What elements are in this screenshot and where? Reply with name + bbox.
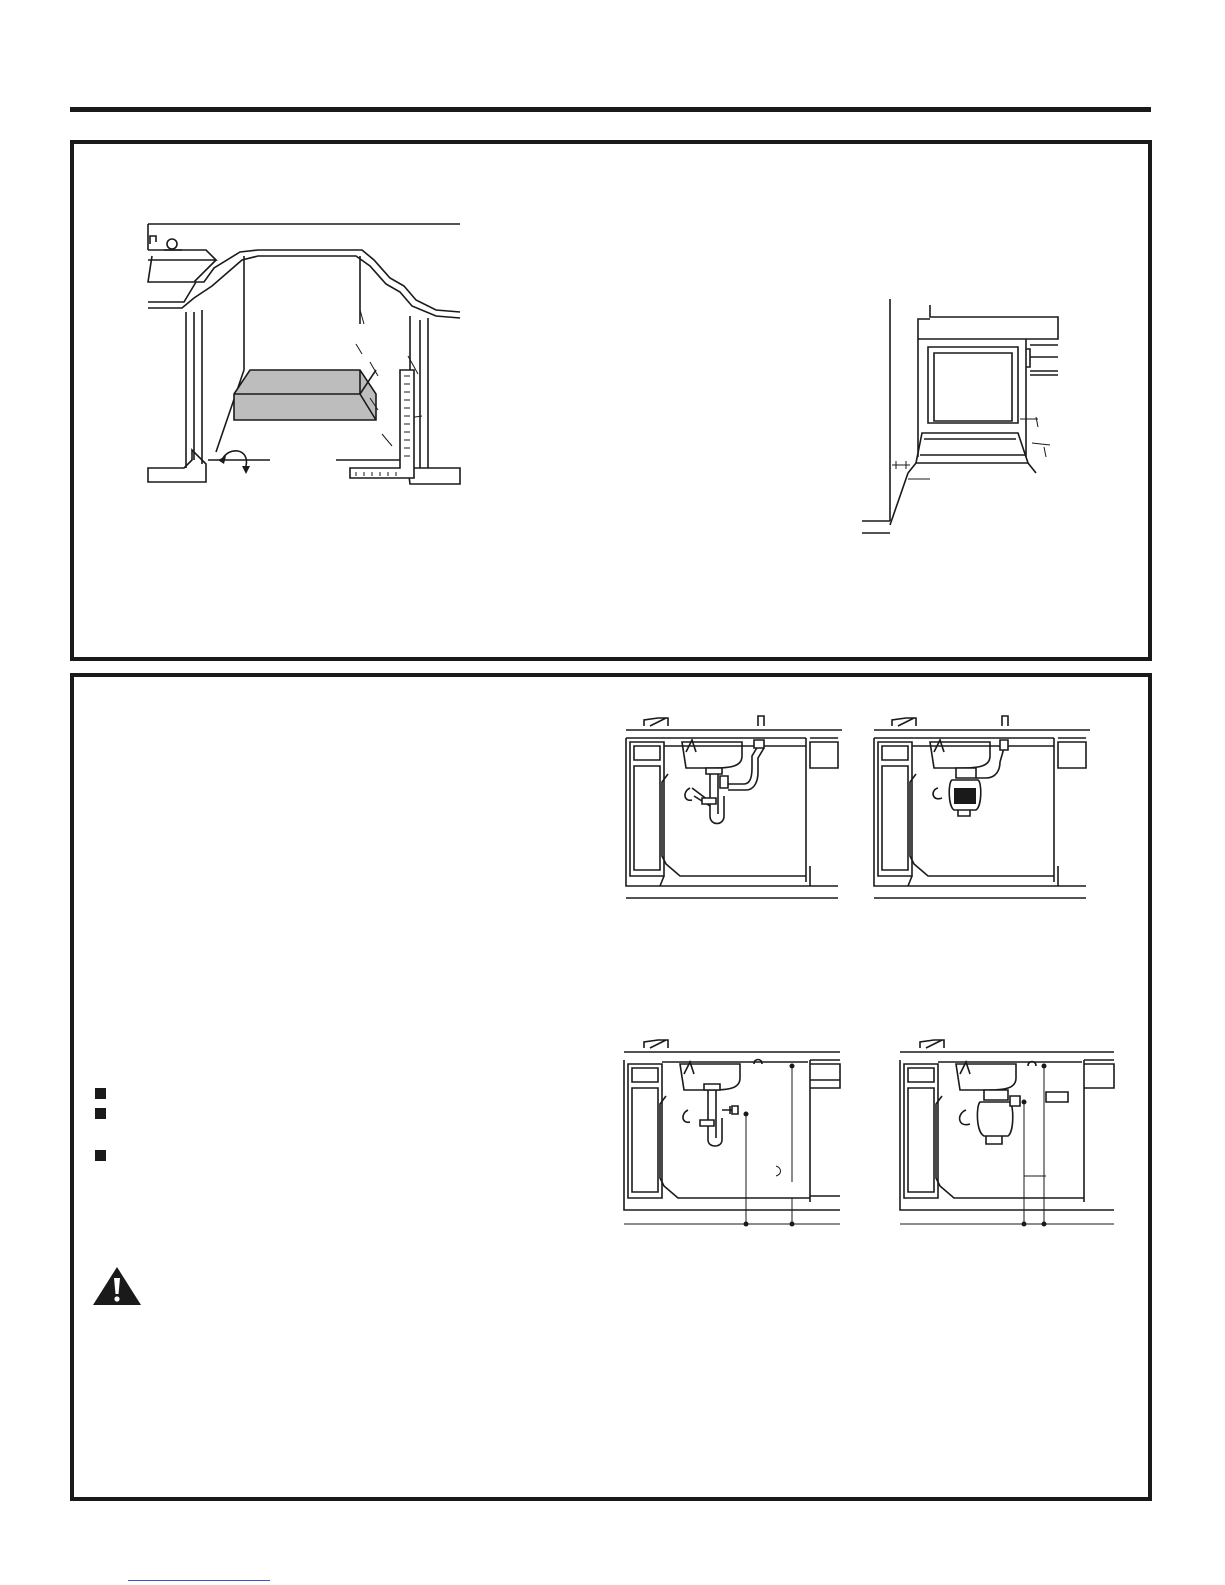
sink-disposer-drain-diagram — [872, 716, 1094, 906]
sink-drain-dimension-diagram — [622, 1036, 844, 1230]
header-rule — [70, 107, 1151, 112]
list-bullet — [95, 1088, 106, 1099]
sink-disposer-dimension-diagram — [898, 1036, 1120, 1230]
sink-drain-trap-diagram — [624, 716, 846, 906]
footer-link-underline[interactable] — [128, 1580, 270, 1581]
cabinet-opening-square-diagram — [146, 220, 464, 490]
warning-triangle-icon — [92, 1266, 142, 1306]
list-bullet — [95, 1150, 106, 1161]
dishwasher-door-clearance-diagram — [860, 295, 1062, 535]
list-bullet — [95, 1108, 106, 1119]
